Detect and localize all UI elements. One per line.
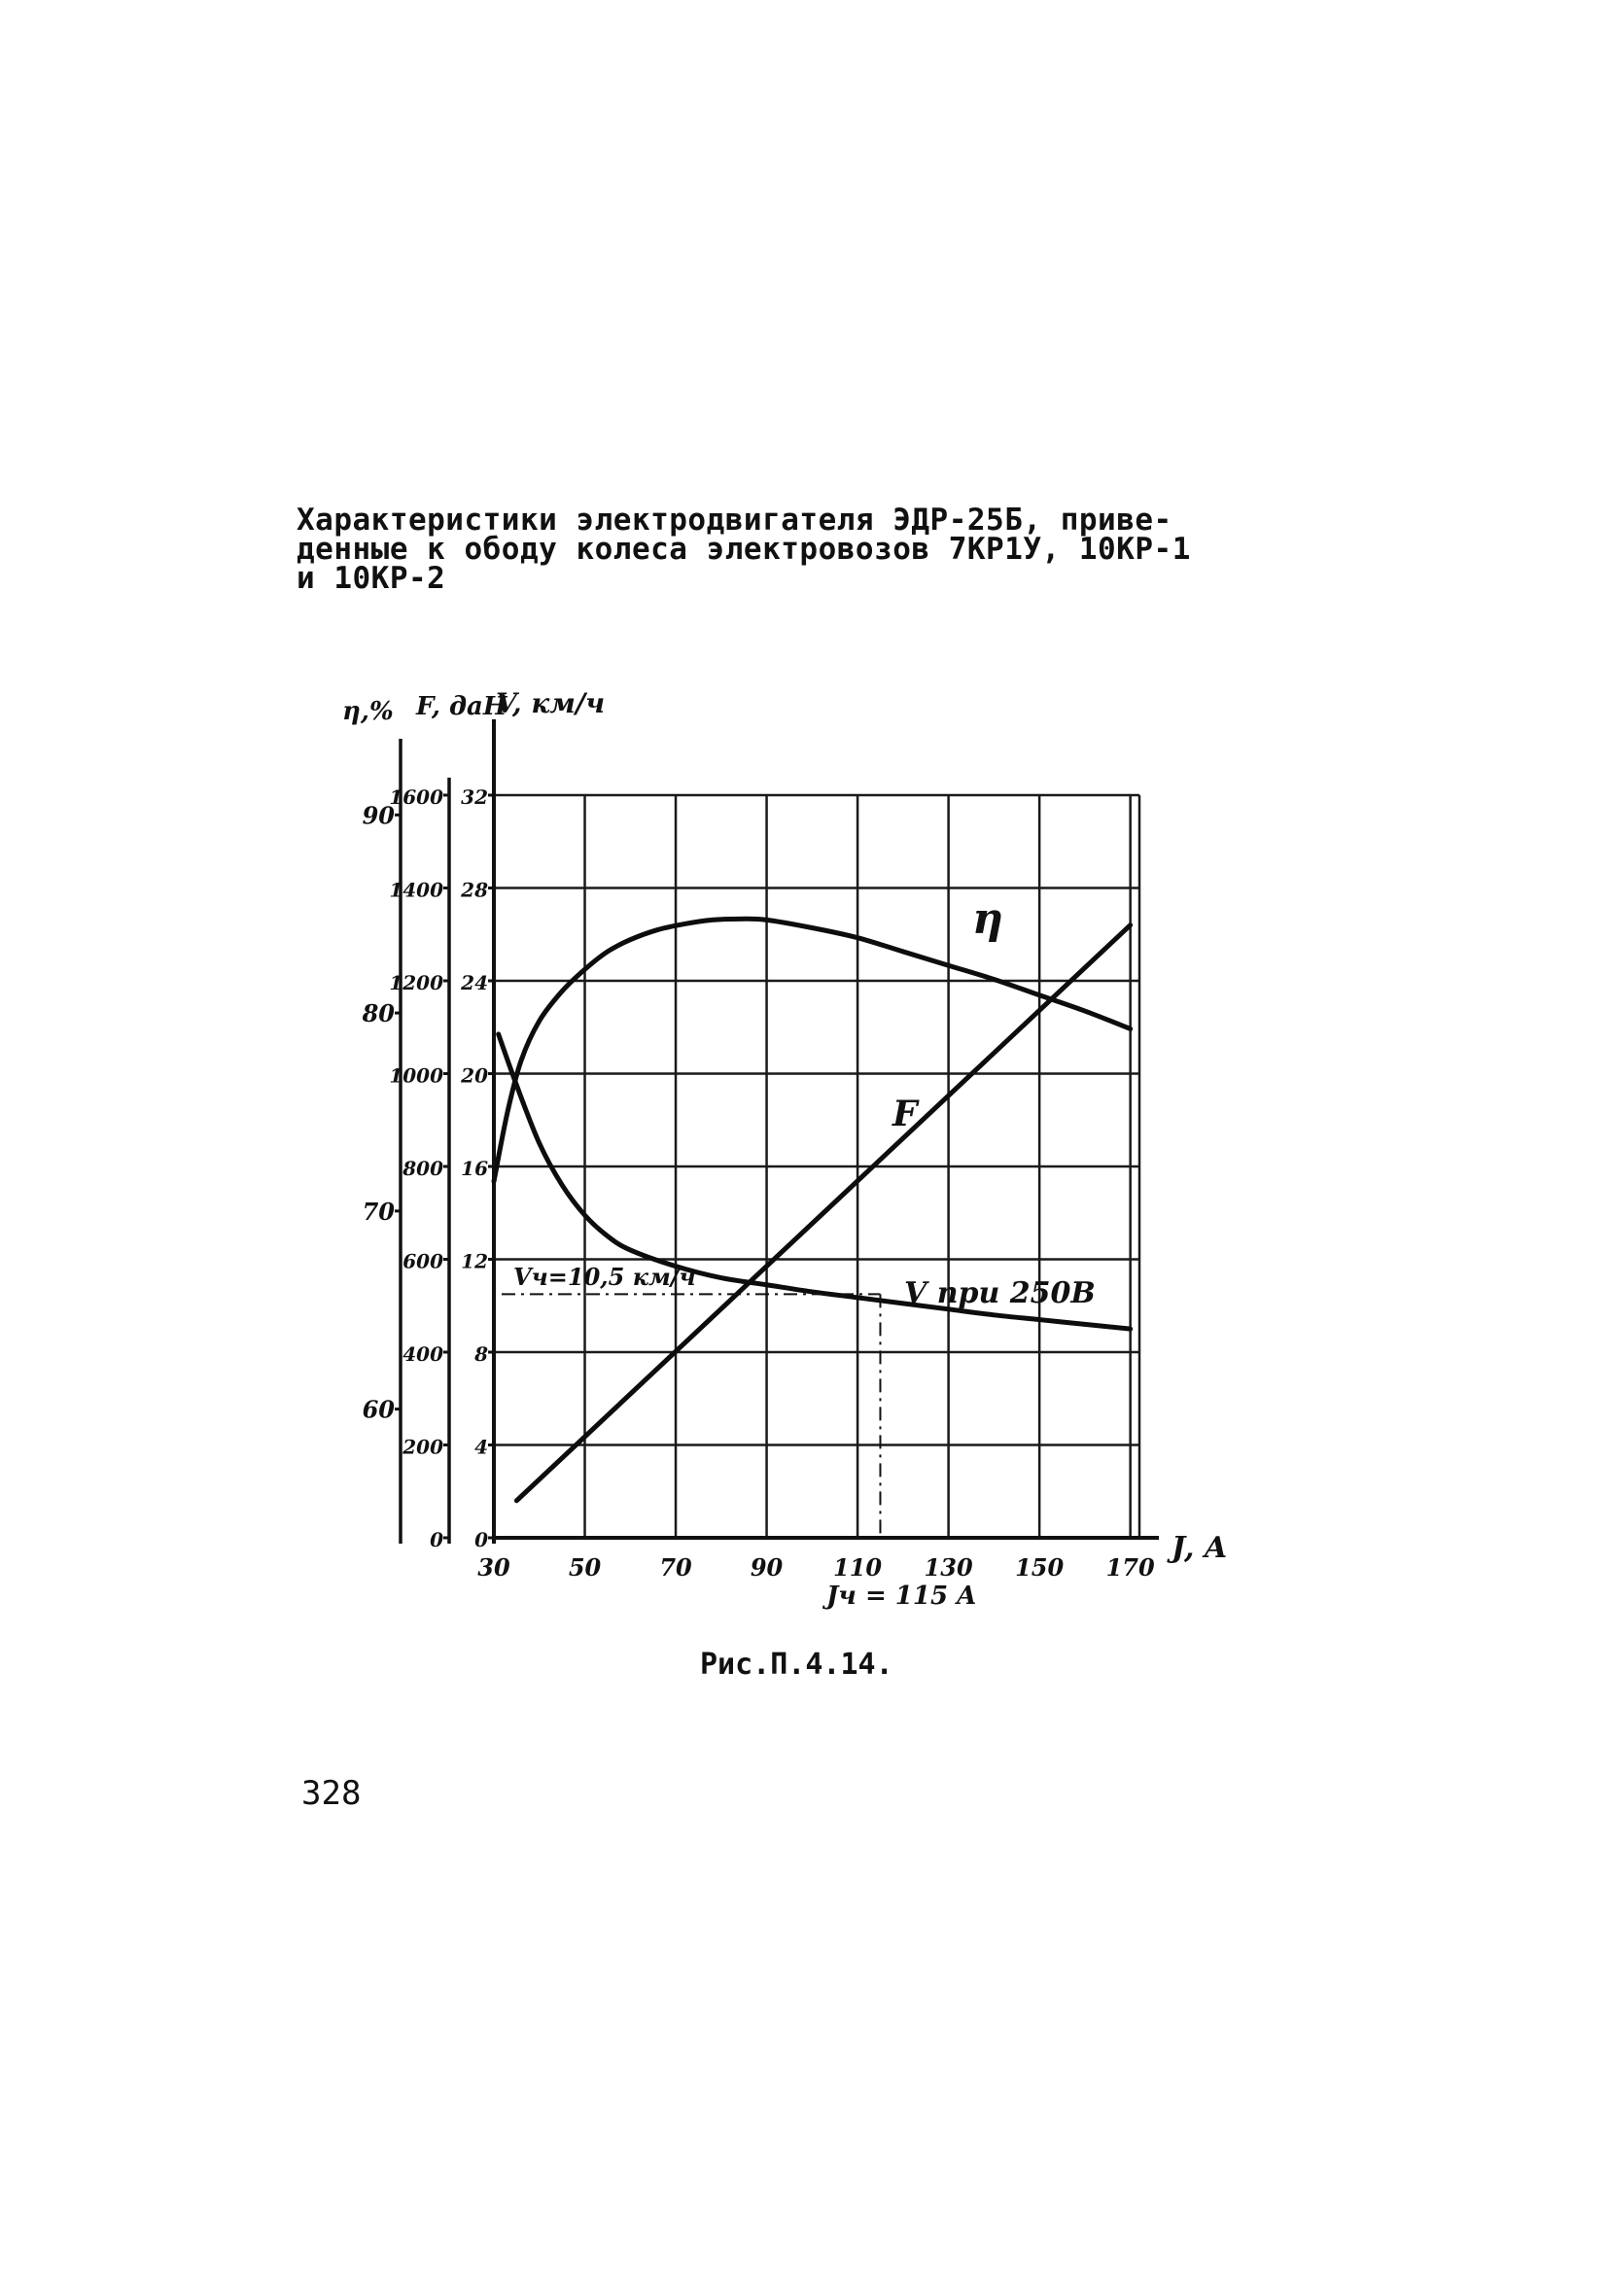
page-number: 328 xyxy=(301,1774,362,1813)
tick-label-1-1000: 1000 xyxy=(389,1063,443,1088)
chart-grid xyxy=(494,795,1139,1538)
tick-label-0-80: 80 xyxy=(362,999,395,1028)
tick-label-2-28: 28 xyxy=(461,878,488,902)
title-line-3: и 10КР-2 xyxy=(297,561,446,596)
x-tick-label-30: 30 xyxy=(477,1553,510,1582)
x-tick-label-50: 50 xyxy=(568,1553,602,1582)
x-tick-label-90: 90 xyxy=(750,1553,784,1582)
tick-label-1-1200: 1200 xyxy=(389,971,443,994)
tick-label-1-800: 800 xyxy=(402,1157,443,1180)
x-tick-label-170: 170 xyxy=(1105,1553,1155,1582)
tick-label-2-8: 8 xyxy=(474,1342,488,1366)
speed-axis-title: V, км/ч xyxy=(496,687,606,719)
force-curve-label: F xyxy=(892,1094,918,1134)
tick-label-2-24: 24 xyxy=(461,971,488,994)
tick-label-2-32: 32 xyxy=(461,785,488,809)
tick-label-1-0: 0 xyxy=(430,1528,443,1551)
tick-label-2-20: 20 xyxy=(461,1063,488,1088)
tick-label-1-200: 200 xyxy=(402,1435,443,1459)
x-axis-title: J, A xyxy=(1172,1531,1228,1565)
x-tick-label-150: 150 xyxy=(1015,1553,1065,1582)
eta-curve xyxy=(494,919,1131,1181)
chart-labels xyxy=(342,687,1227,1611)
force-axis-title: F, даН xyxy=(416,692,507,721)
rated-speed-label: Vч=10,5 км/ч xyxy=(513,1263,696,1291)
tick-label-0-70: 70 xyxy=(362,1197,395,1226)
tick-label-2-12: 12 xyxy=(461,1249,488,1273)
tick-label-1-400: 400 xyxy=(402,1342,443,1366)
tick-label-1-1600: 1600 xyxy=(389,785,443,809)
tick-label-0-90: 90 xyxy=(362,801,395,830)
tick-label-0-60: 60 xyxy=(362,1395,395,1424)
x-tick-label-110: 110 xyxy=(833,1553,883,1582)
chart-axes xyxy=(395,719,1159,1544)
tick-label-2-0: 0 xyxy=(474,1528,488,1551)
tick-label-1-1400: 1400 xyxy=(389,878,443,902)
tick-label-2-16: 16 xyxy=(461,1157,488,1180)
eta-axis-title: η,% xyxy=(342,697,394,726)
tick-label-1-600: 600 xyxy=(402,1249,443,1273)
eta-curve-label: η xyxy=(972,894,1003,944)
tick-label-2-4: 4 xyxy=(474,1435,488,1459)
figure-caption: Рис.П.4.14. xyxy=(700,1648,893,1682)
title-line-2: денные к ободу колеса электровозов 7КР1У, 10КР-1 xyxy=(297,532,1191,567)
title-line-1: Характеристики электродвигателя ЭДР-25Б, приве- xyxy=(297,503,1172,538)
x-tick-label-130: 130 xyxy=(924,1553,973,1582)
rated-current-label: Jч = 115 A xyxy=(826,1582,977,1611)
x-tick-label-70: 70 xyxy=(659,1553,692,1582)
speed-curve-label: V при 250В xyxy=(904,1276,1096,1310)
